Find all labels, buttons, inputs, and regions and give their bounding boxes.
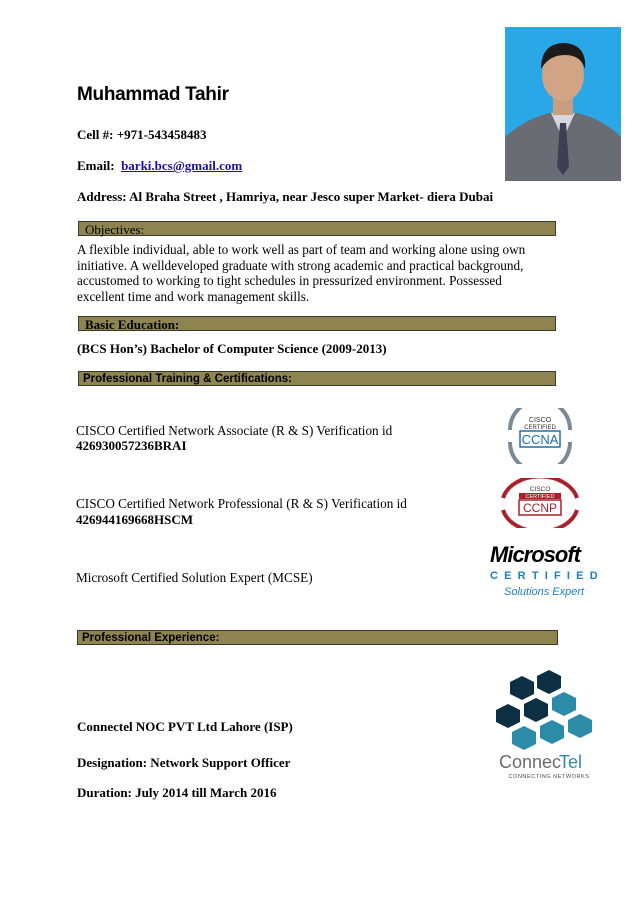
cert-ccnp-id: 426944169668HSCM [76, 512, 193, 527]
connectel-logo [492, 670, 606, 785]
ccnp-logo [495, 478, 585, 528]
cert-ccnp-title: CISCO Certified Network Professional (R & S) Verification id [76, 496, 407, 511]
cert-ccna-id: 426930057236BRAI [76, 438, 187, 453]
objectives-heading: Objectives: [85, 222, 145, 237]
objectives-heading-band [78, 221, 556, 236]
designation: Designation: Network Support Officer [77, 755, 291, 770]
cert-mcse-title: Microsoft Certified Solution Expert (MCSE) [76, 570, 313, 585]
ccna-logo [500, 408, 580, 464]
microsoft-certified-logo [480, 538, 604, 604]
connectel-tagline: CONNECTING NETWORKS [508, 774, 590, 780]
connectel-brand-b: Tel [559, 752, 583, 772]
cell-number: Cell #: +971-543458483 [77, 127, 207, 142]
certifications-heading-band [78, 371, 556, 386]
microsoft-sub-text: Solutions Expert [504, 586, 585, 598]
degree: (BCS Hon’s) Bachelor of Computer Science (2009-2013) [77, 341, 387, 356]
microsoft-certified-text: CERTIFIED [490, 570, 604, 582]
ccna-badge-text: CCNA [521, 432, 559, 447]
profile-photo [505, 27, 621, 181]
email-line [77, 158, 242, 174]
duration: Duration: July 2014 till March 2016 [77, 785, 277, 800]
experience-heading: Professional Experience: [82, 632, 220, 644]
email-label: Email: [77, 158, 115, 173]
ccna-cisco-text: CISCO [528, 417, 552, 424]
certifications-heading: Professional Training & Certifications: [83, 373, 292, 385]
objectives-text: A flexible individual, able to work well as part of team and working alone using own initiative. A welldeveloped graduate with strong academic and practical background, accustomed to working to tight schedules in pressurized environment. Possessed excellent time and work management skills. [77, 242, 526, 304]
education-heading-band [78, 316, 556, 331]
candidate-name: Muhammad Tahir [77, 84, 229, 105]
ccna-certified-text: CERTIFIED [524, 425, 556, 431]
address: Address: Al Braha Street , Hamriya, near Jesco super Market- diera Dubai [77, 189, 494, 204]
cert-ccna-title: CISCO Certified Network Associate (R & S) Verification id [76, 423, 393, 438]
ccnp-badge-text: CCNP [522, 501, 558, 515]
microsoft-brand-text: Microsoft [490, 542, 580, 567]
connectel-brand-a: Connec [499, 752, 562, 772]
company: Connectel NOC PVT Ltd Lahore (ISP) [77, 719, 293, 734]
ccnp-certified-text: CERTIFIED [525, 494, 555, 500]
email-link[interactable]: barki.bcs@gmail.com [121, 158, 243, 173]
experience-heading-band [77, 630, 558, 645]
education-heading: Basic Education: [85, 317, 180, 332]
ccnp-cisco-text: CISCO [529, 486, 551, 493]
